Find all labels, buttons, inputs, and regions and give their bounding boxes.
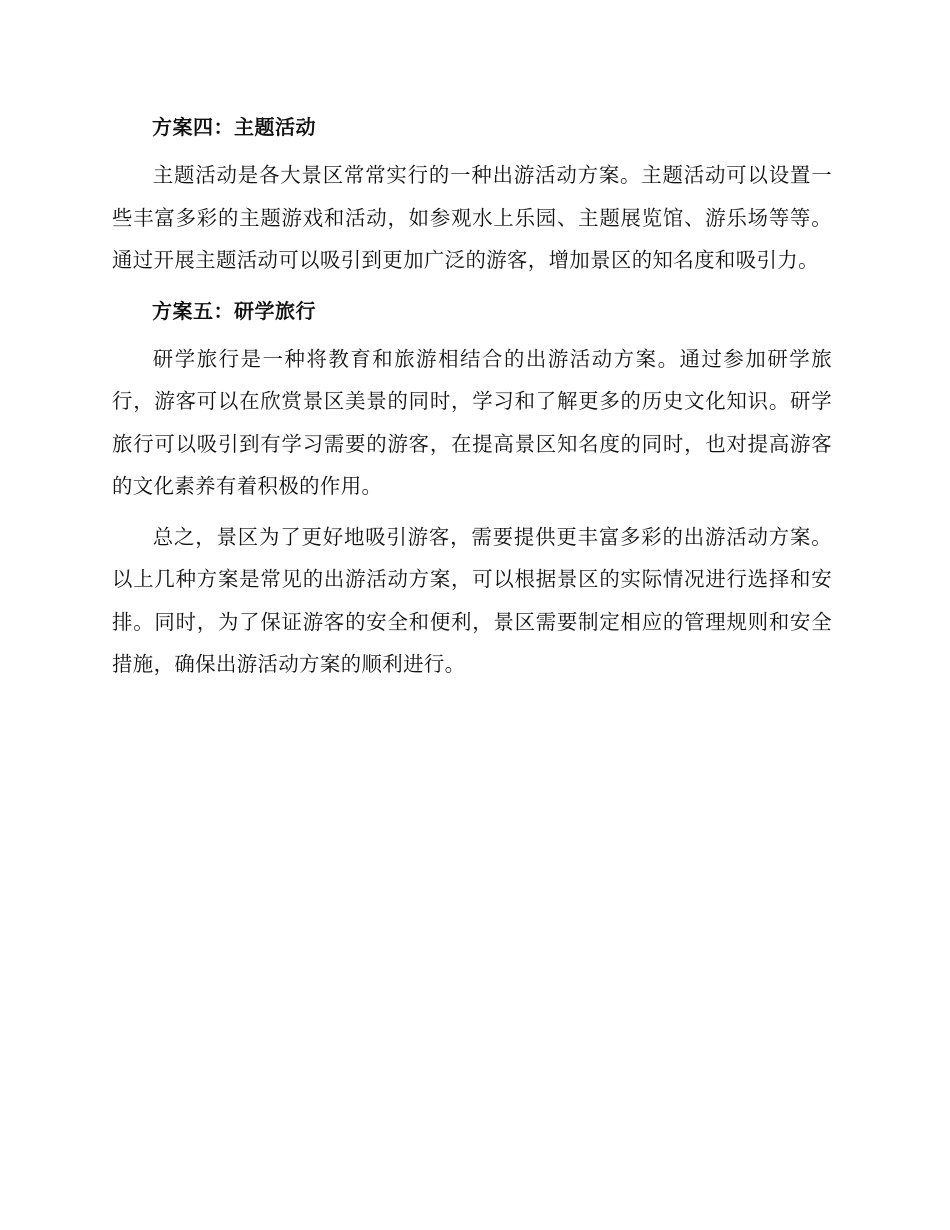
document-content xyxy=(112,106,832,694)
conclusion-paragraph: 总之，景区为了更好地吸引游客，需要提供更丰富多彩的出游活动方案。以上几种方案是常见的出游活动方案，可以根据景区的实际情况进行选择和安排。同时，为了保证游客的安全和便利，景区需要制定相应的管理规则和安全措施，确保出游活动方案的顺利进行。 xyxy=(112,524,832,676)
section-paragraph-plan-five: 研学旅行是一种将教育和旅游相结合的出游活动方案。通过参加研学旅行，游客可以在欣赏景区美景的同时，学习和了解更多的历史文化知识。研学旅行可以吸引到有学习需要的游客，在提高景区知名度的同时，也对提高游客的文化素养有着积极的作用。 xyxy=(112,346,832,498)
section-heading-plan-five: 方案五：研学旅行 xyxy=(152,298,316,323)
section-heading-plan-four: 方案四：主题活动 xyxy=(152,115,316,139)
section-paragraph-plan-four: 主题活动是各大景区常常实行的一种出游活动方案。主题活动可以设置一些丰富多彩的主题游戏和活动，如参观水上乐园、主题展览馆、游乐场等等。通过开展主题活动可以吸引到更加广泛的游客，增加景区的知名度和吸引力。 xyxy=(112,163,832,272)
